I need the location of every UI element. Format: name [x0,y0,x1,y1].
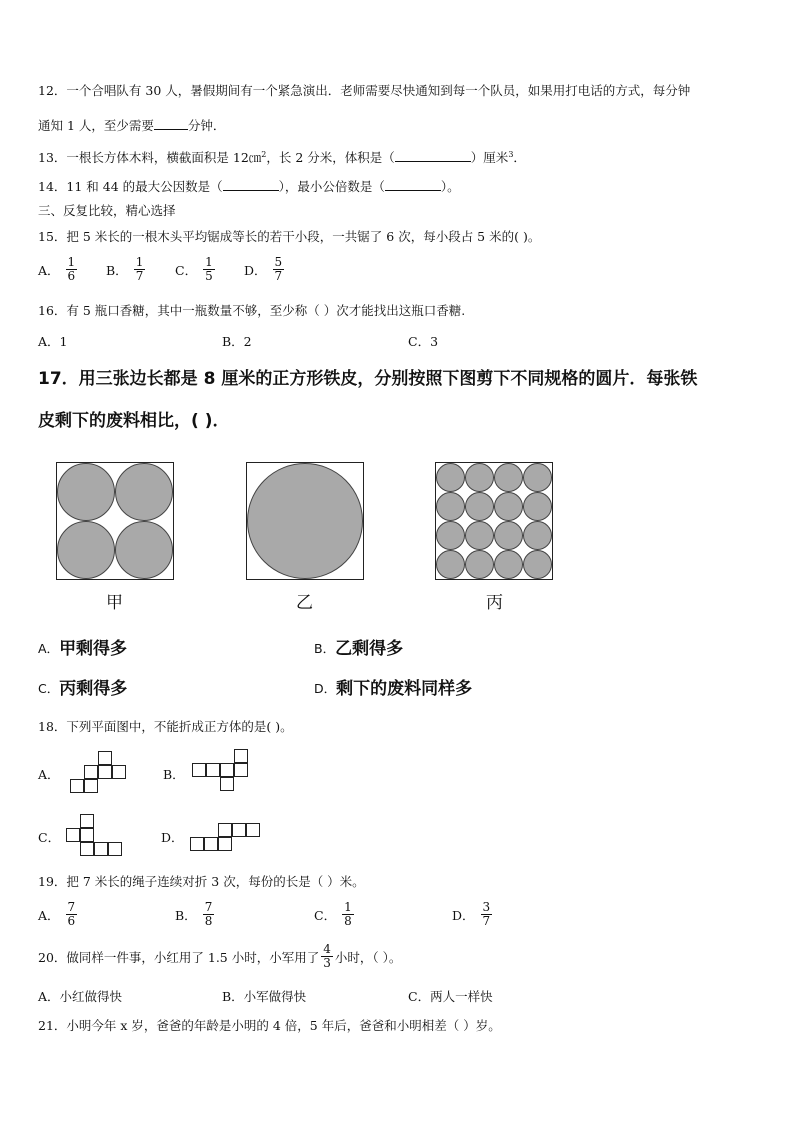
q19-option-b-label: B． [175,907,197,923]
q13-text-d: ． [513,150,526,166]
net-cell [84,779,98,793]
q20-option-c[interactable]: C．两人一样快 [408,989,493,1004]
q20-stem [38,943,401,970]
circle [436,463,465,492]
figure-bing [435,462,553,580]
q15-option-a-den: 6 [67,269,76,283]
q20-text-b: 小时，（ ）。 [334,949,402,965]
q16-option-b[interactable]: B．2 [222,334,252,349]
circle [436,492,465,521]
q17-option-a-text: 甲剩得多 [59,639,128,659]
net-cell [218,837,232,851]
q12-line1: 12．一个合唱队有 30 人，暑假期间有一个紧急演出．老师需要尽快通知到每一个队员，如果用打电话的方式，每分钟 [38,83,691,98]
q19-option-d-label: D． [452,907,475,923]
q15-option-d-den: 7 [274,269,283,283]
q18-net-c[interactable] [66,814,126,860]
q15-option-d-label: D． [244,262,267,278]
figure-yi [246,462,364,580]
circle [523,550,552,579]
q19-option-c-num: 1 [344,900,352,914]
net-cell [108,842,122,856]
q18-option-d-label[interactable]: D． [161,830,184,845]
net-cell [234,749,248,763]
net-cell [206,763,220,777]
q12-line2 [38,116,225,135]
q19-option-d-den: 7 [482,914,491,928]
q16-stem: 16．有 5 瓶口香糖，其中一瓶数量不够，至少称（ ）次才能找出这瓶口香糖. [38,303,466,318]
q15-option-c-label: C． [175,262,198,278]
q18-net-b[interactable] [192,749,252,795]
net-cell [218,823,232,837]
circle [494,492,523,521]
q15-option-a-num: 1 [67,255,76,269]
q14-blank-2[interactable] [385,177,441,191]
q19-option-b-num: 7 [204,900,213,914]
q14-text-c: ）。 [440,179,460,194]
net-cell [234,763,248,777]
net-cell [94,842,108,856]
circle [523,492,552,521]
net-cell [112,765,126,779]
circle [115,521,173,579]
circle [494,521,523,550]
q15-option-c-den: 5 [205,269,213,283]
circle [465,463,494,492]
q19-option-a[interactable] [38,901,77,928]
q15-option-c-num: 1 [205,255,213,269]
q18-option-c-label[interactable]: C． [38,830,61,845]
q17-option-c[interactable] [38,678,127,700]
net-cell [66,828,80,842]
net-cell [204,837,218,851]
q13-text-b: ，长 2 分米，体积是（ [266,150,395,166]
circle [247,463,363,579]
net-cell [220,777,234,791]
circle [523,463,552,492]
section-title: 三、反复比较，精心选择 [38,203,176,218]
q19-option-b-fraction [203,901,215,928]
net-cell [70,779,84,793]
q17-option-d-label: D． [314,681,337,696]
circle [465,550,494,579]
q18-net-d[interactable] [190,823,265,855]
circle [494,463,523,492]
q15-option-b-label: B． [106,262,128,278]
q18-net-a[interactable] [70,751,130,797]
q19-option-c-den: 8 [344,914,352,928]
q19-option-c-fraction [342,901,354,928]
net-cell [232,823,246,837]
circle [436,550,465,579]
figure-yi-label: 乙 [296,593,313,613]
q15-option-d[interactable] [244,256,284,283]
q17-option-b-label: B． [314,641,336,656]
q13-text-c: ）厘米 [470,150,509,166]
net-cell [192,763,206,777]
circle [436,521,465,550]
q20-fraction [321,943,333,970]
q15-option-a[interactable] [38,256,77,283]
q15-option-d-fraction [273,256,285,283]
q19-option-a-num: 7 [67,900,76,914]
q15-option-b-fraction [134,256,146,283]
q15-option-c-fraction [203,256,215,283]
q20-num: 4 [323,942,331,956]
q14-blank-1[interactable] [223,177,279,191]
q17-option-d-text: 剩下的废料同样多 [336,679,473,699]
q20-option-a[interactable]: A．小红做得快 [38,989,123,1004]
circle [115,463,173,521]
q15-option-b[interactable] [106,256,145,283]
q19-option-b[interactable] [175,901,214,928]
q19-option-c[interactable] [314,901,354,928]
q17-line1: 17．用三张边长都是 8 厘米的正方形铁皮，分别按照下图剪下不同规格的圆片．每张铁 [38,369,698,389]
net-cell [190,837,204,851]
q16-option-a[interactable]: A．1 [38,334,68,349]
q13-text-a: 13．一根长方体木料，横截面积是 12㎝ [38,150,262,166]
q15-stem: 15．把 5 米长的一根木头平均锯成等长的若干小段，一共锯了 6 次，每小段占 5 米的( )。 [38,229,541,244]
circle [57,463,115,521]
q17-line2: 皮剩下的废料相比，( )． [38,411,230,431]
q18-option-b-label[interactable]: B． [163,767,185,782]
net-cell [80,814,94,828]
q13-sup2: 3 [508,150,514,159]
q17-option-b[interactable] [314,638,403,660]
q19-option-d-num: 3 [482,900,491,914]
q13-sup: 2 [261,150,267,159]
q17-option-d[interactable] [314,678,472,700]
circle [57,521,115,579]
q14 [38,177,460,196]
net-cell [98,751,112,765]
q15-option-b-num: 1 [135,255,144,269]
net-cell [80,842,94,856]
q18-option-a-label[interactable]: A． [38,767,60,782]
q19-option-d[interactable] [452,901,492,928]
q19-option-c-label: C． [314,907,337,923]
q21-stem: 21．小明今年 x 岁，爸爸的年龄是小明的 4 倍，5 年后，爸爸和小明相差（ ）岁。 [38,1018,501,1033]
q17-option-a[interactable] [38,638,127,660]
q13 [38,146,526,167]
q15-option-c[interactable] [175,256,215,283]
circle [465,521,494,550]
net-cell [98,765,112,779]
q16-option-c[interactable]: C．3 [408,334,439,349]
q17-option-b-text: 乙剩得多 [335,639,404,659]
q12-blank[interactable] [154,116,188,130]
circle [523,521,552,550]
q15-option-b-den: 7 [135,269,144,283]
figure-jia [56,462,174,580]
q17-option-c-text: 丙剩得多 [59,679,128,699]
q15-option-a-label: A． [38,262,60,278]
q19-option-d-fraction [481,901,493,928]
q17-option-a-label: A． [38,641,60,656]
net-cell [220,763,234,777]
q18-stem: 18．下列平面图中，不能折成正方体的是( )。 [38,719,293,734]
q20-text-a: 20．做同样一件事，小红用了 1.5 小时，小军用了 [38,949,320,965]
q19-stem: 19．把 7 米长的绳子连续对折 3 次，每份的长是（ ）米。 [38,874,365,889]
q13-blank[interactable] [395,148,471,162]
q12-text-b: 分钟． [187,118,226,133]
q12-text-a: 通知 1 人，至少需要 [38,118,154,133]
q15-option-a-fraction [66,256,78,283]
q20-option-b[interactable]: B．小军做得快 [222,989,307,1004]
q17-option-c-label: C． [38,681,60,696]
net-cell [84,765,98,779]
figure-bing-label: 丙 [486,593,503,613]
q19-option-a-fraction [66,901,78,928]
q14-text-b: ），最小公倍数是（ [278,179,385,194]
q15-option-d-num: 5 [274,255,283,269]
q19-option-a-label: A． [38,907,60,923]
figure-jia-label: 甲 [106,593,123,613]
net-cell [80,828,94,842]
q20-den: 3 [323,956,331,970]
circle [494,550,523,579]
circle [465,492,494,521]
q14-text-a: 14．11 和 44 的最大公因数是（ [38,179,223,194]
q19-option-b-den: 8 [204,914,213,928]
q19-option-a-den: 6 [67,914,76,928]
net-cell [246,823,260,837]
